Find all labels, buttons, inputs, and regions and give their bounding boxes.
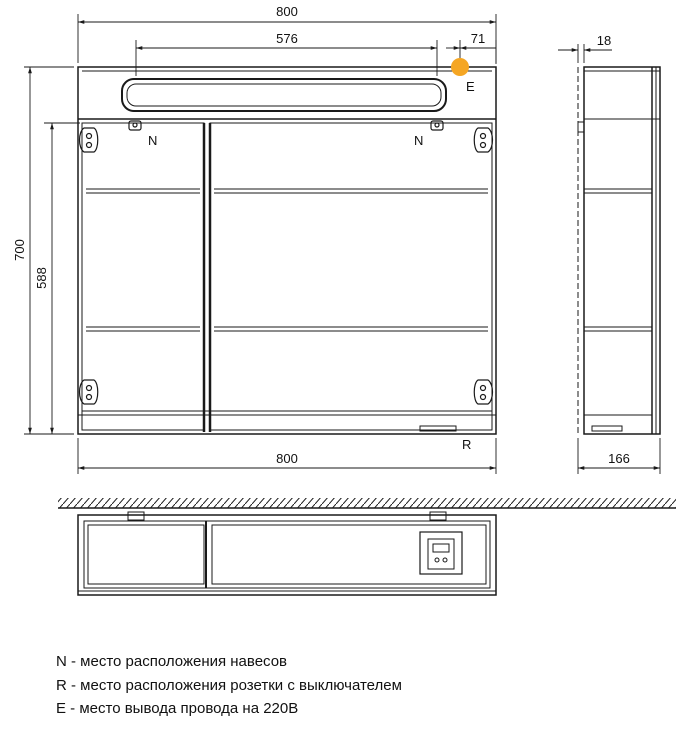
dim-depth-top: 18 xyxy=(596,33,612,48)
legend xyxy=(56,650,402,721)
dim-total-width-top: 800 xyxy=(276,4,298,19)
plan-view xyxy=(58,498,676,595)
marker-socket: R xyxy=(462,437,472,452)
dim-total-width-bottom: 800 xyxy=(276,451,298,466)
legend-item-cable: E - место вывода провода на 220В xyxy=(56,700,299,717)
legend-item-hinges: N - место расположения навесов xyxy=(56,653,288,670)
left-door xyxy=(82,123,204,430)
marker-cable-exit: E xyxy=(466,79,475,94)
marker-labels xyxy=(148,79,475,452)
marker-hinge-right: N xyxy=(414,133,424,148)
dim-total-height: 700 xyxy=(12,239,27,261)
door-hinges xyxy=(80,128,493,404)
cabinet-body-plan xyxy=(78,515,496,595)
wall-hatch xyxy=(58,498,676,508)
right-door xyxy=(210,123,492,430)
marker-hinge-left: N xyxy=(148,133,158,148)
dim-door-height: 588 xyxy=(34,267,49,289)
dim-cable-offset: 71 xyxy=(470,31,486,46)
legend-item-socket: R - место расположения розетки с выключателем xyxy=(56,676,402,694)
socket-icon xyxy=(420,532,462,574)
hanger-icons xyxy=(129,121,443,130)
dimension-labels xyxy=(12,4,630,466)
side-view xyxy=(578,67,660,434)
cable-exit-marker xyxy=(451,58,469,76)
front-shelves xyxy=(86,189,488,331)
dim-depth-bottom: 166 xyxy=(608,451,630,466)
front-view xyxy=(78,67,496,434)
dim-light-width: 576 xyxy=(276,31,298,46)
dimension-lines xyxy=(24,14,660,474)
cabinet-body-side xyxy=(584,67,660,434)
